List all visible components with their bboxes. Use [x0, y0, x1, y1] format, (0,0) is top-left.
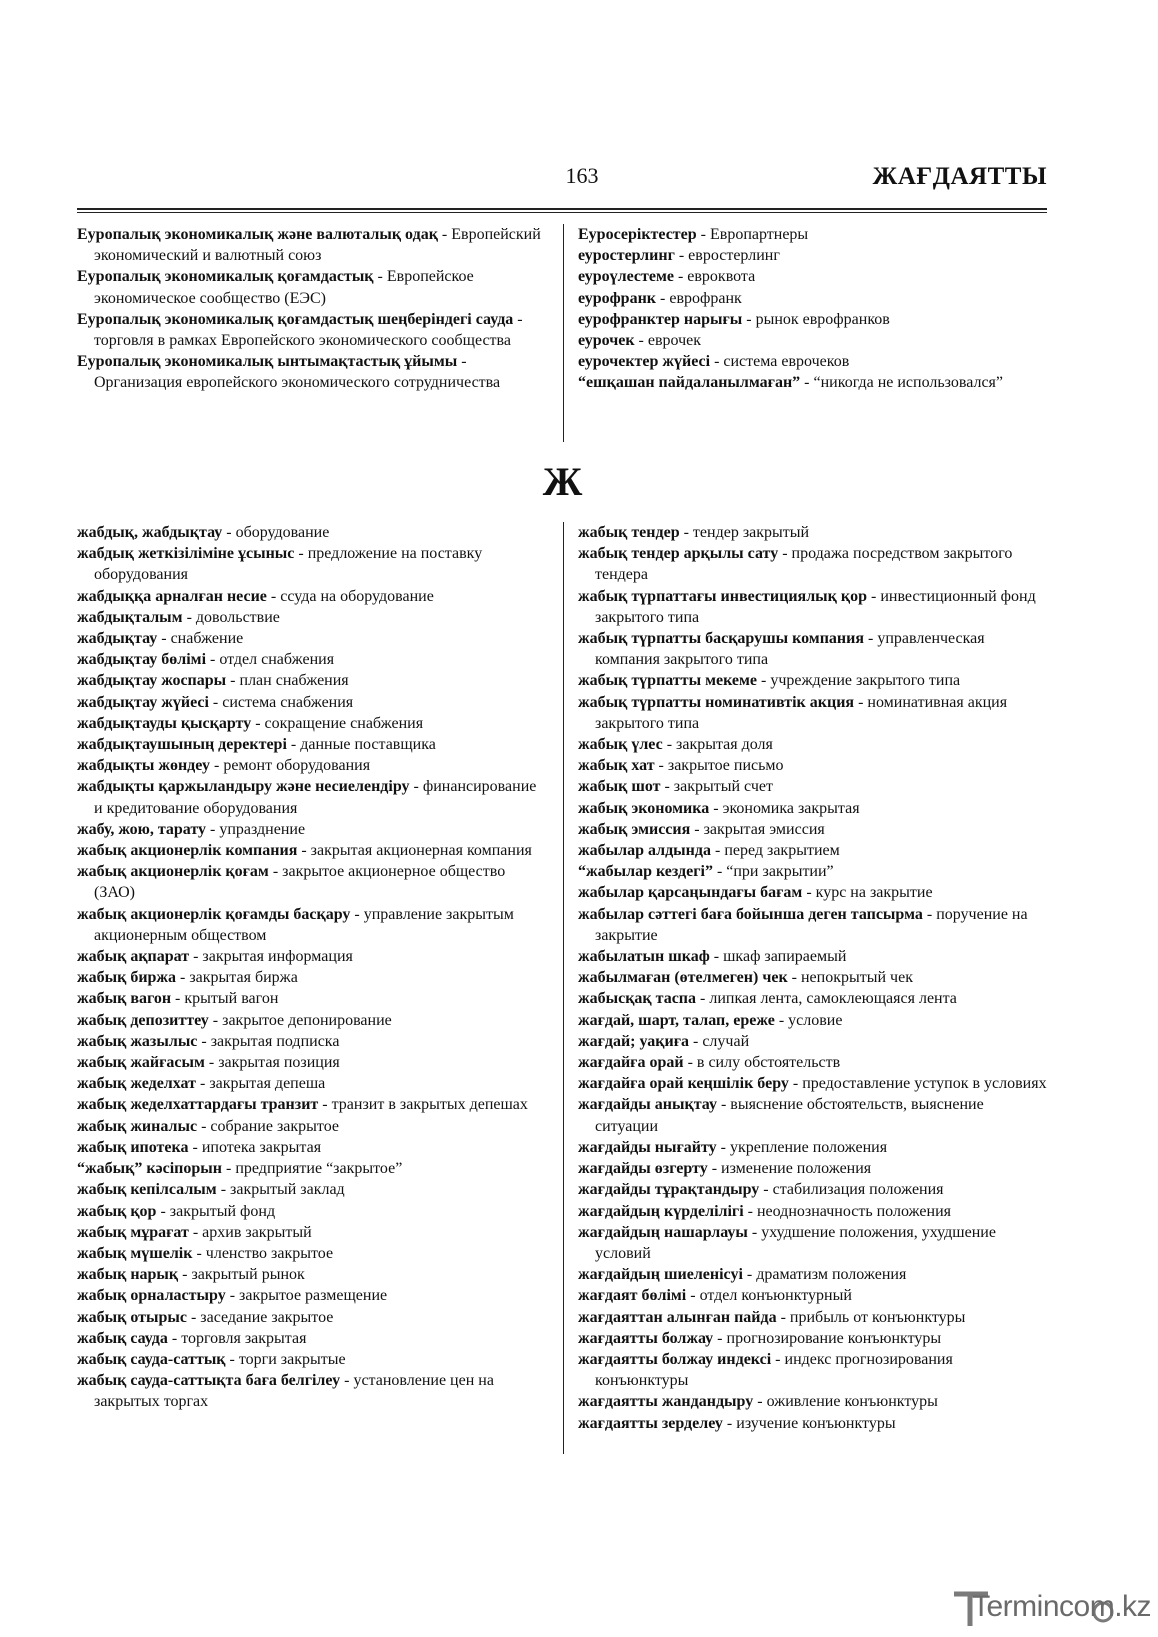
dictionary-entry: [77, 1052, 547, 1073]
entry-definition: - изучение конъюнктуры: [722, 1414, 896, 1432]
dictionary-entry: [77, 967, 547, 988]
entry-definition: - закрытая доля: [662, 736, 773, 754]
entry-definition: - закрытая биржа: [176, 969, 298, 987]
entry-term: жағдайдың шиеленісуі: [578, 1266, 743, 1284]
entry-term: еурочек: [578, 332, 635, 350]
entry-definition: - снабжение: [157, 630, 244, 648]
header-rule-thin: [77, 212, 1047, 213]
dictionary-entry: [578, 1285, 1048, 1306]
dictionary-entry: [578, 1201, 1048, 1222]
entry-definition: - закрытый заклад: [216, 1181, 345, 1199]
dictionary-entry: [578, 988, 1048, 1009]
entry-definition: - закрытый рынок: [178, 1266, 305, 1284]
entry-term: жабық акционерлік компания: [77, 842, 298, 860]
entry-term: жағдай, шарт, талап, ереже: [578, 1011, 775, 1029]
entry-term: жабысқақ таспа: [578, 990, 697, 1008]
running-head: ЖАҒДАЯТТЫ: [872, 163, 1047, 190]
dictionary-entry: [77, 351, 547, 393]
entry-term: жабық мұрағат: [77, 1223, 189, 1241]
entry-term: жабық тендер арқылы сату: [578, 545, 779, 563]
entry-term: жабық кепілсалым: [77, 1181, 217, 1199]
entry-term: жабылмаған (өтелмеген) чек: [578, 969, 788, 987]
entry-term: жабылатын шкаф: [578, 948, 710, 966]
dictionary-entry: [77, 734, 547, 755]
dictionary-entry: [77, 266, 547, 308]
entry-term: “ешқашан пайдаланылмаған”: [578, 374, 801, 392]
entry-term: жабық түрпаттағы инвестициялық қор: [578, 587, 867, 605]
dictionary-entry: [77, 988, 547, 1009]
entry-term: жабдық, жабдықтау: [77, 524, 223, 541]
entry-definition: - укрепление положения: [716, 1138, 888, 1156]
dictionary-entry: [77, 1328, 547, 1349]
entry-term: “жабылар кездегі”: [578, 863, 713, 881]
entry-definition: - собрание закрытое: [197, 1117, 339, 1135]
entry-term: жабық тендер: [578, 524, 680, 541]
entry-definition: - в силу обстоятельств: [683, 1054, 841, 1072]
entry-definition: - Европейское экономическое сообщество (ЕЭС): [94, 268, 474, 307]
dictionary-entry: [77, 649, 547, 670]
entry-definition: - учреждение закрытого типа: [757, 672, 961, 690]
entry-term: жабық жиналыс: [77, 1117, 198, 1135]
entry-definition: - тендер закрытый: [679, 524, 810, 541]
entry-term: жабдыққа арналған несие: [77, 587, 267, 605]
entry-definition: - довольствие: [182, 608, 280, 626]
entry-definition: - ипотека закрытая: [188, 1138, 322, 1156]
entry-definition: - оборудование: [222, 524, 330, 541]
entry-definition: - поручение на закрытие: [595, 905, 1028, 944]
entry-definition: - шкаф запираемый: [709, 948, 847, 966]
section-letter: Ж: [542, 459, 583, 504]
entry-definition: - инвестиционный фонд закрытого типа: [595, 587, 1036, 626]
entry-definition: - закрытое размещение: [225, 1287, 388, 1305]
dictionary-entry: [77, 224, 547, 266]
entry-definition: - закрытая информация: [189, 948, 353, 966]
dictionary-entry: [77, 1264, 547, 1285]
dictionary-entry: [77, 1349, 547, 1370]
entry-term: жағдайдың нашарлауы: [578, 1223, 748, 1241]
entry-definition: - ухудшение положения, ухудшение условий: [595, 1223, 996, 1262]
entry-definition: - изменение положения: [707, 1160, 872, 1178]
entry-term: жабық ақпарат: [77, 948, 190, 966]
dictionary-entry: [578, 1137, 1048, 1158]
dictionary-entry: [578, 1222, 1048, 1264]
entry-term: жабық акционерлік қоғам: [77, 863, 269, 881]
dictionary-entry: [77, 1243, 547, 1264]
dictionary-entry: [77, 692, 547, 713]
entry-term: жабық сауда-саттық: [77, 1350, 226, 1368]
dictionary-entry: [77, 755, 547, 776]
dictionary-entry: [578, 1307, 1048, 1328]
entry-definition: - крытый вагон: [171, 990, 279, 1008]
dictionary-entry: [77, 1201, 547, 1222]
entry-definition: - отдел конъюнктурный: [686, 1287, 852, 1305]
dictionary-entry: [77, 670, 547, 691]
entry-definition: - предложение на поставку оборудования: [94, 545, 483, 584]
dictionary-entry: [578, 1349, 1048, 1391]
entry-definition: - закрытая акционерная компания: [297, 842, 532, 860]
dictionary-entry: [578, 330, 1048, 351]
main-right-column: [578, 522, 1048, 1434]
entry-definition: - прогнозирование конъюнктуры: [713, 1329, 942, 1347]
entry-definition: - закрытая эмиссия: [690, 820, 825, 838]
dictionary-entry: [77, 628, 547, 649]
entry-definition: - закрытая депеша: [196, 1075, 326, 1093]
entry-term: жабық вагон: [77, 990, 172, 1008]
entry-term: жабдық жеткізіліміне ұсыныс: [77, 545, 295, 563]
entry-definition: - индекс прогнозирования конъюнктуры: [595, 1350, 953, 1390]
entry-term: Еуропалық экономикалық және валюталық одақ: [77, 226, 438, 243]
entry-term: жағдаят бөлімі: [578, 1287, 687, 1305]
dictionary-entry: [578, 967, 1048, 988]
dictionary-entry: [578, 776, 1048, 797]
page-number: 163: [565, 163, 599, 188]
dictionary-entry: [578, 692, 1048, 734]
entry-term: жабдықтау бөлімі: [77, 651, 207, 669]
entry-definition: - еврочек: [634, 332, 702, 350]
dictionary-entry: [578, 1094, 1048, 1136]
entry-definition: - система еврочеков: [710, 353, 850, 371]
entry-term: жабық отырыс: [77, 1308, 187, 1326]
entry-definition: - торговля в рамках Европейского экономического сообщества: [94, 310, 523, 350]
entry-definition: - план снабжения: [226, 672, 349, 690]
dictionary-entry: [77, 1073, 547, 1094]
entry-term: еурофранк: [578, 289, 657, 307]
entry-term: еурочектер жүйесі: [578, 353, 711, 371]
dictionary-entry: [77, 1285, 547, 1306]
entry-term: жабық жеделхат: [77, 1075, 196, 1093]
dictionary-entry: [578, 861, 1048, 882]
entry-term: жабық шот: [578, 778, 661, 796]
dictionary-entry: [77, 1370, 547, 1412]
dictionary-entry: [77, 522, 547, 543]
entry-definition: - Европартнеры: [696, 226, 809, 243]
entry-definition: - выяснение обстоятельств, выяснение ситуации: [595, 1096, 984, 1135]
entry-definition: - предприятие “закрытое”: [222, 1160, 403, 1178]
dictionary-entry: [578, 734, 1048, 755]
dictionary-entry: [578, 1052, 1048, 1073]
termincom-logo: [948, 1588, 1153, 1628]
dictionary-entry: [77, 776, 547, 818]
main-left-column: [77, 522, 547, 1413]
dictionary-entry: [77, 586, 547, 607]
entry-definition: - еврофранк: [656, 289, 742, 307]
dictionary-entry: [578, 1413, 1048, 1434]
entry-term: жабық жазылыс: [77, 1032, 198, 1050]
entry-definition: - сокращение снабжения: [251, 714, 424, 732]
entry-term: жабдықтаушының деректері: [77, 736, 287, 754]
entry-definition: - финансирование и кредитование оборудования: [94, 778, 537, 817]
dictionary-entry: [578, 1328, 1048, 1349]
entry-term: жабық жеделхаттардағы транзит: [77, 1096, 319, 1114]
dictionary-entry: [578, 840, 1048, 861]
dictionary-entry: [77, 1094, 547, 1115]
top-right-column: [578, 224, 1048, 394]
entry-definition: - прибыль от конъюнктуры: [776, 1308, 966, 1326]
entry-term: Еуросеріктестер: [578, 226, 697, 243]
entry-definition: - транзит в закрытых депешах: [318, 1096, 528, 1114]
column-divider: [563, 522, 564, 1454]
entry-term: жабық хат: [578, 757, 655, 775]
entry-term: жабық биржа: [77, 969, 177, 987]
entry-definition: - закрытое депонирование: [208, 1011, 392, 1029]
entry-definition: - случай: [689, 1032, 750, 1050]
entry-term: Еуропалық экономикалық қоғамдастық шеңберіндегі сауда: [77, 310, 514, 328]
entry-definition: - членство закрытое: [192, 1244, 334, 1262]
dictionary-entry: [77, 1010, 547, 1031]
entry-term: жабық эмиссия: [578, 820, 691, 838]
entry-definition: - установление цен на закрытых торгах: [94, 1372, 494, 1411]
entry-term: жабылар алдында: [578, 842, 711, 860]
entry-term: Еуропалық экономикалық қоғамдастық: [77, 268, 374, 286]
entry-definition: - “при закрытии”: [712, 863, 834, 881]
dictionary-entry: [77, 819, 547, 840]
entry-definition: - продажа посредством закрытого тендера: [595, 545, 1013, 584]
entry-definition: - Европейский экономический и валютный союз: [94, 226, 541, 265]
dictionary-entry: [77, 861, 547, 903]
entry-term: жағдайды тұрақтандыру: [578, 1181, 760, 1199]
entry-definition: - система снабжения: [208, 693, 354, 711]
dictionary-entry: [77, 1307, 547, 1328]
entry-term: жағдайды нығайту: [578, 1138, 717, 1156]
entry-definition: - номинативная акция закрытого типа: [595, 693, 1008, 732]
entry-term: жағдаятты болжау: [578, 1329, 714, 1347]
entry-term: жабдықтау: [77, 630, 158, 648]
dictionary-entry: [77, 1116, 547, 1137]
entry-term: “жабық” кәсіпорын: [77, 1160, 223, 1178]
entry-term: жағдайды өзгерту: [578, 1160, 708, 1178]
entry-term: жабық түрпатты мекеме: [578, 672, 758, 690]
entry-term: жабу, жою, тарату: [77, 820, 207, 838]
entry-term: жағдайға орай: [578, 1054, 684, 1072]
dictionary-entry: [578, 798, 1048, 819]
dictionary-entry: [578, 670, 1048, 691]
dictionary-entry: [578, 1073, 1048, 1094]
dictionary-entry: [578, 372, 1048, 393]
entry-term: Еуропалық экономикалық ынтымақтастық ұйымы: [77, 353, 458, 371]
entry-term: жағдай; уақиға: [578, 1032, 689, 1050]
dictionary-entry: [578, 1391, 1048, 1412]
entry-definition: - курс на закрытие: [802, 884, 933, 902]
dictionary-entry: [578, 245, 1048, 266]
dictionary-entry: [77, 904, 547, 946]
dictionary-entry: [578, 224, 1048, 245]
entry-definition: - “никогда не использовался”: [800, 374, 1004, 392]
dictionary-entry: [578, 1031, 1048, 1052]
entry-term: жабық акционерлік қоғамды басқару: [77, 905, 351, 923]
dictionary-entry: [578, 1264, 1048, 1285]
entry-definition: - неоднозначность положения: [743, 1202, 951, 1220]
entry-term: жағдаятты болжау индексі: [578, 1350, 772, 1368]
entry-term: жабық түрпатты басқарушы компания: [578, 630, 865, 648]
entry-term: жағдайды анықтау: [578, 1096, 717, 1114]
dictionary-entry: [77, 309, 547, 351]
entry-term: жабық түрпатты номинативтік акция: [578, 693, 855, 711]
entry-term: жабық қор: [77, 1202, 157, 1220]
entry-definition: - закрытое акционерное общество (ЗАО): [94, 863, 506, 902]
dictionary-entry: [77, 840, 547, 861]
entry-definition: - ссуда на оборудование: [266, 587, 434, 605]
entry-definition: - стабилизация положения: [759, 1181, 944, 1199]
entry-definition: - закрытое письмо: [654, 757, 784, 775]
entry-definition: - евростерлинг: [674, 247, 780, 265]
entry-definition: - упразднение: [206, 820, 306, 838]
dictionary-entry: [578, 543, 1048, 585]
top-left-column: [77, 224, 547, 394]
entry-term: жабдықталым: [77, 608, 183, 626]
entry-definition: - ремонт оборудования: [209, 757, 371, 775]
entry-term: жабық сауда: [77, 1329, 168, 1347]
dictionary-entry: [578, 1010, 1048, 1031]
dictionary-entry: [578, 288, 1048, 309]
dictionary-entry: [578, 266, 1048, 287]
dictionary-entry: [578, 1158, 1048, 1179]
dictionary-entry: [578, 351, 1048, 372]
entry-term: жабдықтауды қысқарту: [77, 714, 252, 732]
dictionary-entry: [578, 1179, 1048, 1200]
entry-term: жабылар сәттегі баға бойынша деген тапсырма: [578, 905, 923, 923]
entry-definition: - закрытый счет: [660, 778, 773, 796]
dictionary-entry: [578, 586, 1048, 628]
entry-definition: - заседание закрытое: [186, 1308, 334, 1326]
entry-definition: - предоставление уступок в условиях: [788, 1075, 1047, 1093]
entry-definition: - рынок еврофранков: [742, 310, 890, 328]
entry-definition: - закрытая позиция: [204, 1054, 340, 1072]
entry-term: жабық жайғасым: [77, 1054, 205, 1072]
dictionary-entry: [77, 1179, 547, 1200]
entry-definition: - управление закрытым акционерным обществом: [94, 905, 514, 944]
dictionary-entry: [77, 946, 547, 967]
header-rule-thick: [77, 208, 1047, 210]
dictionary-entry: [578, 946, 1048, 967]
entry-term: жабық нарық: [77, 1266, 179, 1284]
dictionary-entry: [77, 1158, 547, 1179]
watermark-text: Termincom.kz: [972, 1590, 1152, 1623]
entry-definition: - Организация европейского экономического сотрудничества: [94, 353, 501, 392]
entry-term: жабдықтау жүйесі: [77, 693, 209, 711]
entry-term: жабылар қарсаңындағы бағам: [578, 884, 803, 902]
dictionary-entry: [578, 309, 1048, 330]
entry-definition: - закрытая подписка: [197, 1032, 340, 1050]
entry-term: жабдықтау жоспары: [77, 672, 227, 690]
entry-definition: - экономика закрытая: [709, 799, 860, 817]
dictionary-entry: [578, 755, 1048, 776]
dictionary-entry: [578, 522, 1048, 543]
entry-term: жабық ипотека: [77, 1138, 189, 1156]
entry-term: жабық үлес: [578, 736, 663, 754]
page-header: [77, 155, 1047, 215]
dictionary-entry: [77, 1137, 547, 1158]
entry-definition: - драматизм положения: [742, 1266, 907, 1284]
entry-definition: - оживление конъюнктуры: [753, 1393, 938, 1411]
dictionary-entry: [77, 543, 547, 585]
entry-definition: - торговля закрытая: [167, 1329, 307, 1347]
dictionary-entry: [578, 904, 1048, 946]
entry-definition: - условие: [774, 1011, 843, 1029]
entry-term: еуростерлинг: [578, 247, 675, 265]
entry-term: еуроүлестеме: [578, 268, 674, 286]
entry-definition: - закрытый фонд: [156, 1202, 276, 1220]
entry-term: жабық сауда-саттықта баға белгілеу: [77, 1372, 341, 1390]
entry-term: жағдайдың күрделілігі: [578, 1202, 744, 1220]
entry-definition: - управленческая компания закрытого типа: [595, 630, 985, 669]
dictionary-entry: [77, 607, 547, 628]
column-divider: [563, 224, 564, 442]
entry-term: жабдықты қаржыландыру және несиелендіру: [77, 778, 410, 796]
entry-term: еурофранктер нарығы: [578, 310, 743, 328]
dictionary-entry: [77, 1031, 547, 1052]
entry-definition: - липкая лента, самоклеющаяся лента: [696, 990, 957, 1008]
entry-term: жабдықты жөндеу: [77, 757, 210, 775]
entry-definition: - данные поставщика: [286, 736, 436, 754]
dictionary-entry: [578, 819, 1048, 840]
entry-term: жабық мүшелік: [77, 1244, 193, 1262]
entry-term: жағдаятты жандандыру: [578, 1393, 754, 1411]
dictionary-entry: [77, 713, 547, 734]
entry-term: жабық депозиттеу: [77, 1011, 209, 1029]
dictionary-entry: [578, 628, 1048, 670]
entry-definition: - непокрытый чек: [787, 969, 913, 987]
entry-term: жағдаятты зерделеу: [578, 1414, 723, 1432]
entry-term: жабық экономика: [578, 799, 710, 817]
dictionary-entry: [77, 1222, 547, 1243]
entry-definition: - отдел снабжения: [206, 651, 335, 669]
entry-definition: - перед закрытием: [710, 842, 840, 860]
entry-definition: - торги закрытые: [225, 1350, 346, 1368]
entry-term: жабық орналастыру: [77, 1287, 226, 1305]
dictionary-entry: [578, 882, 1048, 903]
entry-definition: - евроквота: [673, 268, 756, 286]
entry-term: жағдаяттан алынған пайда: [578, 1308, 777, 1326]
entry-definition: - архив закрытый: [188, 1223, 312, 1241]
entry-term: жағдайға орай кеңшілік беру: [578, 1075, 789, 1093]
